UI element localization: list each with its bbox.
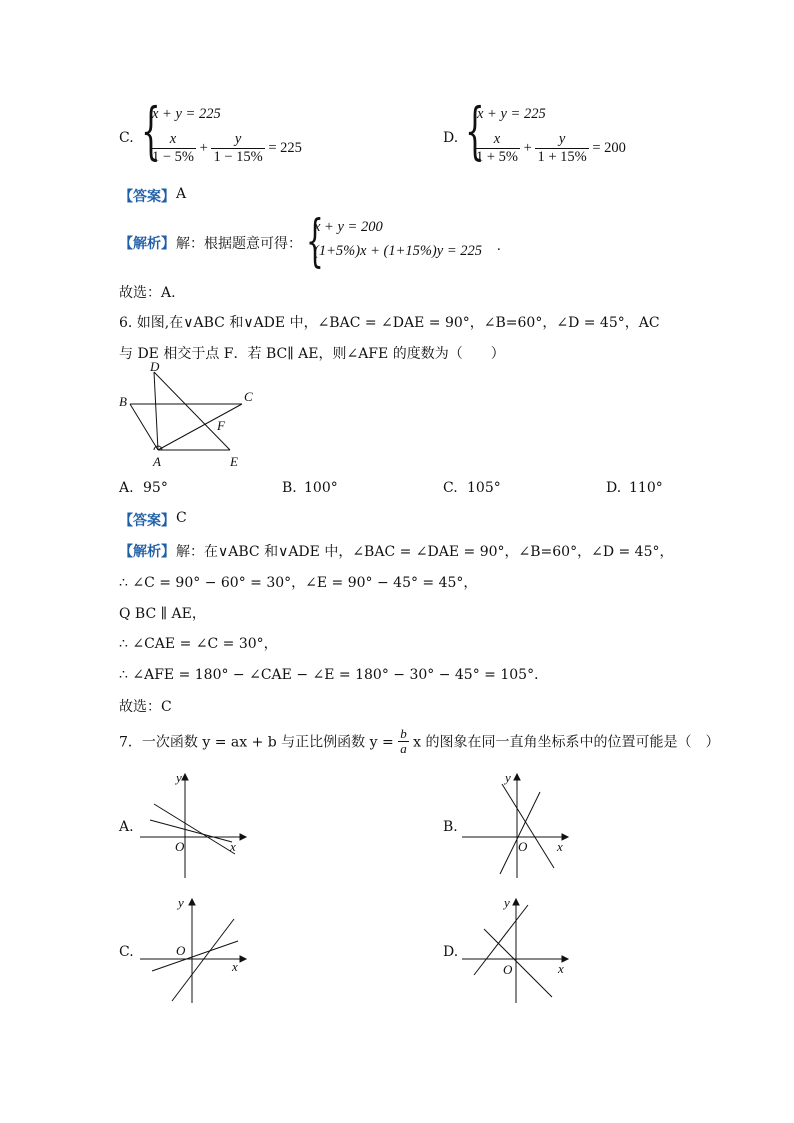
q5-option-c-rhs: = 225	[268, 140, 302, 156]
q6-answer-tag: 【答案】	[119, 513, 175, 529]
q7-graph-a-line2	[150, 820, 232, 842]
q5-option-c-frac2-num: y	[211, 131, 264, 149]
q5-analysis-eq1: x + y = 200	[314, 219, 383, 235]
q5-option-d-frac1	[474, 131, 520, 166]
q7-graph-a-line1	[154, 804, 235, 854]
q6-option-a-value: 95°	[143, 480, 168, 496]
q6-segment-ba	[130, 404, 158, 450]
q5-option-d-frac2	[535, 131, 588, 166]
q5-analysis-eq2: (1+5%)x + (1+15%)y = 225	[314, 243, 482, 259]
q5-analysis-end: .	[497, 238, 501, 254]
q7-graph-b-label: B.	[443, 819, 458, 835]
q5-option-d-brace: {	[465, 94, 485, 167]
q5-option-c-frac2	[211, 131, 264, 166]
q5-option-c-brace: {	[141, 94, 161, 167]
q6-figure	[110, 359, 270, 472]
q5-answer-value: A	[176, 186, 187, 202]
q7-stem-fraction	[398, 727, 409, 756]
q5-option-d-eq1: x + y = 225	[477, 106, 546, 122]
q6-analysis-line2: ∴ ∠C = 90° − 60° = 30°，∠E = 90° − 45° = 45°，	[119, 575, 478, 591]
q7-graph-d-x-label: x	[558, 961, 564, 976]
q7-graph-d-label: D.	[443, 944, 459, 960]
q7-graph-b-x-label: x	[557, 839, 563, 854]
q5-option-c-label: C.	[119, 130, 134, 146]
q7-graph-c-origin: O	[176, 943, 186, 958]
q6-label-e: E	[230, 454, 238, 469]
q6-option-d-value: 110°	[629, 480, 663, 496]
q5-answer-tag: 【答案】	[119, 189, 175, 205]
q5-analysis-brace: {	[306, 209, 324, 274]
q7-graph-c-x-label: x	[232, 959, 238, 974]
q5-option-d-frac2-num: y	[535, 131, 588, 149]
q5-option-c-frac1-num: x	[150, 131, 196, 149]
q7-graph-a-y-label: y	[176, 770, 182, 785]
q6-analysis-tag: 【解析】	[119, 544, 175, 560]
q7-graph-a-label: A.	[119, 819, 134, 835]
q5-option-c-frac1	[150, 131, 196, 166]
q5-option-c-eq2: $\frac{x}{1 - 5\%}$ + $\frac{y}{1 - 15\%}$ = 225	[152, 131, 302, 165]
q6-label-f: F	[217, 418, 225, 433]
q6-segment-da	[154, 372, 158, 450]
q7-graph-c-y-arrow	[189, 899, 195, 905]
q5-conclusion: 故选：A.	[119, 285, 176, 301]
q6-option-d-label: D.	[606, 480, 622, 496]
q7-graph-b-x-arrow	[562, 834, 568, 840]
q7-graph-b-y-label: y	[505, 770, 511, 785]
q5-option-d-eq2: $\frac{x}{1 + 5\%}$ + $\frac{y}{1 + 15\%}$ = 200	[476, 131, 626, 165]
q6-label-a: A	[153, 454, 161, 469]
q6-stem-line2: 与 DE 相交于点 F．若 BC∥ AE，则∠AFE 的度数为（ ）	[119, 346, 505, 362]
q6-option-c-value: 105°	[467, 480, 501, 496]
q6-stem-line1: 6. 如图,在∨ABC 和∨ADE 中，∠BAC = ∠DAE = 90°，∠B=60°，∠D = 45°，AC	[119, 315, 660, 331]
q6-label-d: D	[150, 359, 160, 374]
q5-option-d-frac1-num: x	[474, 131, 520, 149]
q7-graph-a-y-arrow	[182, 774, 188, 780]
q7-stem	[119, 727, 720, 756]
q5-option-d-frac1-den: 1 + 5%	[476, 149, 519, 165]
q6-conclusion: 故选：C	[119, 699, 172, 715]
q6-analysis-line1: 解：在∨ABC 和∨ADE 中，∠BAC = ∠DAE = 90°，∠B=60°，∠D = 45°，	[176, 544, 674, 560]
q6-option-a-label: A.	[119, 480, 134, 496]
q5-option-d-rhs: = 200	[592, 140, 626, 156]
q5-analysis-tag: 【解析】	[119, 236, 175, 252]
q7-graph-c-line1	[172, 919, 234, 1001]
q6-option-c-label: C.	[443, 480, 458, 496]
q5-option-c-frac1-den: 1 − 5%	[152, 149, 195, 165]
q7-graph-d-y-label: y	[504, 895, 510, 910]
q7-graph-d-line2	[484, 929, 552, 997]
q7-graph-a	[140, 770, 250, 880]
q6-option-b-value: 100°	[304, 480, 338, 496]
q6-segment-ac	[158, 404, 242, 450]
q6-analysis-line4: ∴ ∠CAE = ∠C = 30°，	[119, 636, 278, 652]
q7-graph-a-x-arrow	[240, 834, 246, 840]
q6-analysis-line5: ∴ ∠AFE = 180° − ∠CAE − ∠E = 180° − 30° − 45° = 105°．	[119, 667, 549, 683]
q5-option-d-label: D.	[443, 130, 459, 146]
q6-segment-de	[154, 372, 230, 450]
q6-option-b-label: B.	[282, 480, 297, 496]
q7-stem-post: x 的图象在同一直角坐标系中的位置可能是（ ）	[413, 734, 720, 751]
q5-option-c-eq1: x + y = 225	[152, 106, 221, 122]
q7-graph-c	[140, 893, 250, 1005]
q7-stem-frac-den: a	[400, 741, 407, 756]
q7-graph-a-origin: O	[175, 839, 185, 854]
q6-analysis-line3: Q BC ∥ AE，	[119, 606, 206, 622]
q7-graph-c-y-label: y	[178, 895, 184, 910]
q6-label-c: C	[244, 389, 253, 404]
q5-analysis-text: 解：根据题意可得：	[176, 236, 302, 252]
q6-answer-value: C	[176, 510, 187, 526]
q7-stem-frac-num: b	[400, 726, 407, 741]
q7-graph-d-y-arrow	[513, 899, 519, 905]
q7-graph-b-y-arrow	[514, 774, 520, 780]
q7-graph-b	[462, 770, 572, 880]
q6-label-b: B	[119, 394, 127, 409]
q7-graph-a-x-label: x	[230, 839, 236, 854]
q7-graph-c-x-arrow	[240, 956, 246, 962]
q7-graph-c-label: C.	[119, 944, 134, 960]
q5-option-d-frac2-den: 1 + 15%	[537, 149, 587, 165]
q7-graph-b-line1	[502, 784, 554, 868]
q7-graph-b-line2	[500, 792, 540, 874]
q7-graph-b-origin: O	[518, 839, 528, 854]
q7-graph-c-line2	[152, 941, 238, 971]
q5-option-c-frac2-den: 1 − 15%	[213, 149, 263, 165]
q7-graph-d	[462, 893, 572, 1005]
q7-graph-d-origin: O	[503, 962, 513, 977]
q7-stem-pre: 7．一次函数 y = ax + b 与正比例函数 y =	[119, 734, 394, 751]
